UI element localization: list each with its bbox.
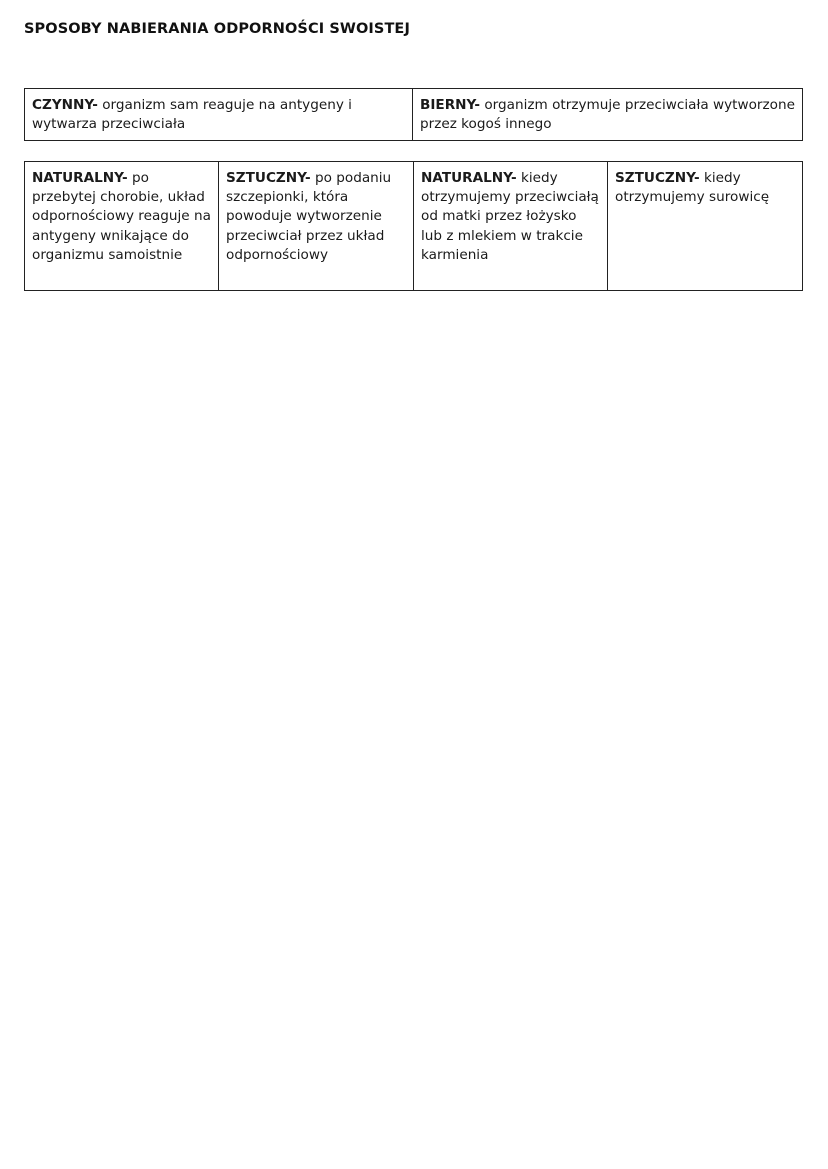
immunity-subtype-table [24,161,803,291]
cell-active-artificial [219,162,414,291]
term-description: organizm otrzymuje przeciwciała wytworzone przez kogoś innego [420,97,795,133]
cell-passive-artificial [608,162,803,291]
term-description: organizm sam reaguje na antygeny i wytwarza przeciwciała [32,97,352,133]
term-label: NATURALNY- [32,170,128,186]
term-label: BIERNY- [420,97,481,113]
term-label: SZTUCZNY- [615,170,700,186]
cell-active-immunity [25,89,413,141]
term-description: po podaniu szczepionki, która powoduje wytworzenie przeciwciał przez układ odpornościowy [226,170,392,263]
page-title: SPOSOBY NABIERANIA ODPORNOŚCI SWOISTEJ [24,21,410,37]
term-description: kiedy otrzymujemy przeciwciałą od matki przez łożysko lub z mlekiem w trakcie karmienia [421,170,599,263]
term-label: SZTUCZNY- [226,170,311,186]
term-description: kiedy otrzymujemy surowicę [615,170,770,206]
term-label: CZYNNY- [32,97,98,113]
cell-passive-natural [414,162,608,291]
table-row [25,89,803,141]
immunity-type-table [24,88,803,141]
cell-passive-immunity [413,89,803,141]
term-label: NATURALNY- [421,170,517,186]
cell-active-natural [25,162,219,291]
table-row [25,162,803,291]
term-description: po przebytej chorobie, układ odpornościowy reaguje na antygeny wnikające do organizmu samoistnie [32,170,211,263]
